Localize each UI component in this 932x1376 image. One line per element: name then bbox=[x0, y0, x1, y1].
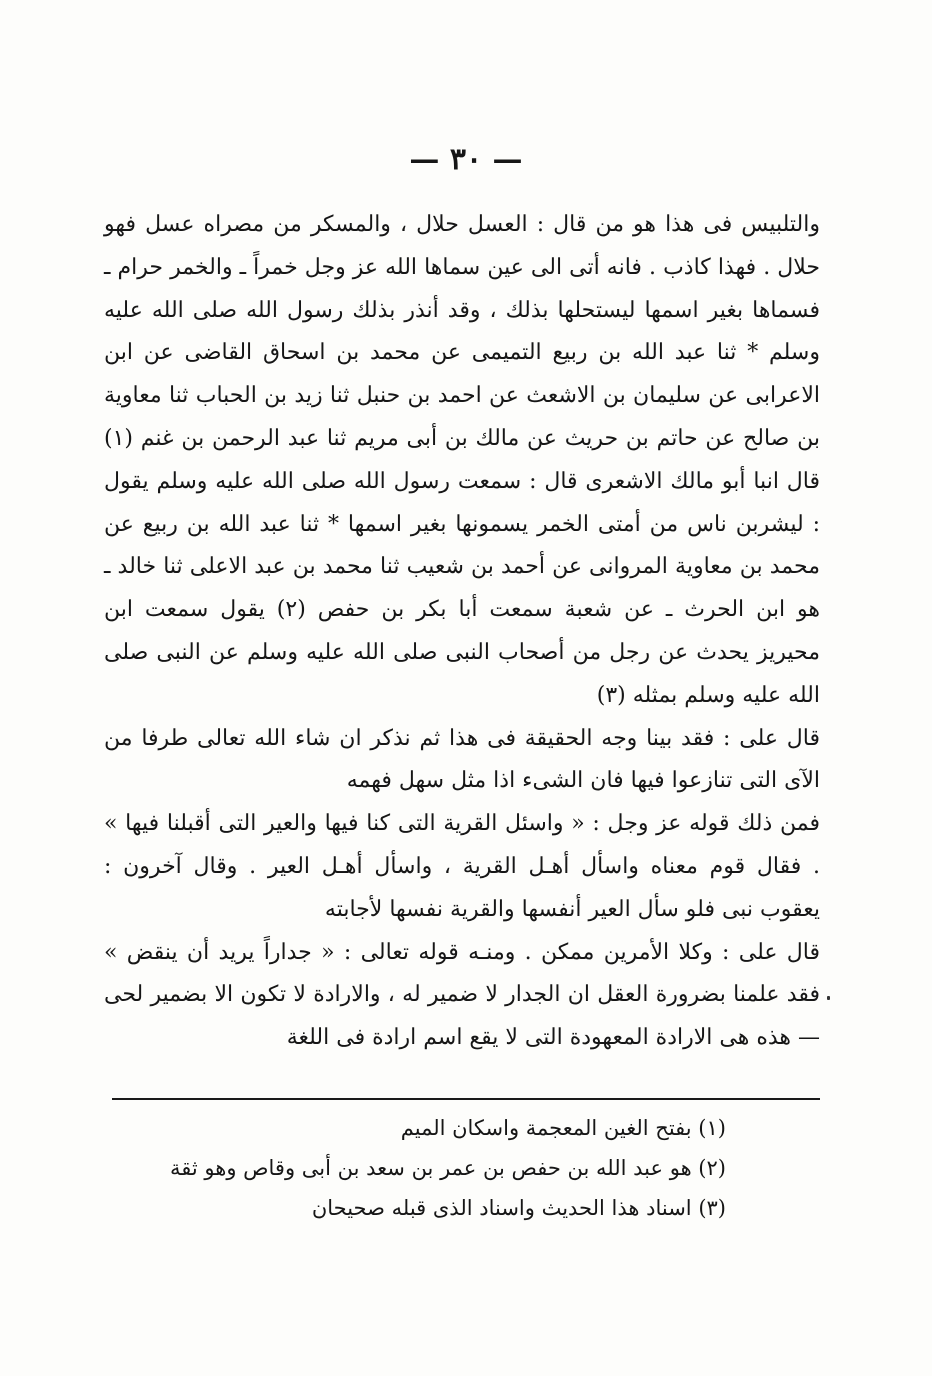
footnote-1: (١) بفتح الغين المعجمة واسكان الميم bbox=[400, 1116, 726, 1140]
main-text bbox=[104, 204, 820, 1060]
footnotes bbox=[112, 1108, 726, 1228]
paragraph-hadith: والتلبيس فى هذا هو من قال : العسل حلال ، والمسكر من مصراه عسل فهو حلال . فهذا كاذب . فانه أتى الى عين سماها الله عز وجل خمراً ـ والخمر حرام ـ فسماها بغير اسمها ليستحلها بذلك ، وقد أنذر بذلك رسول الله صلى الله عليه وسلم * ثنا عبد الله بن ربيع التميمى عن محمد بن اسحاق القاضى عن ابن الاعرابى عن سليمان بن الاشعث عن احمد بن حنبل ثنا زيد بن الحباب ثنا معاوية بن صالح عن حاتم بن حريث عن مالك بن أبى مريم ثنا عبد الرحمن بن غنم (١) قال انبا أبو مالك الاشعرى قال : سمعت رسول الله صلى الله عليه وسلم يقول : ليشربن ناس من أمتى الخمر يسمونها بغير اسمها * ثنا عبد الله بن ربيع عن محمد بن معاوية المروانى عن أحمد بن شعيب ثنا محمد بن عبد الاعلى ثنا خالد ـ هو ابن الحرث ـ عن شعبة سمعت أبا بكر بن حفص (٢) يقول سمعت ابن محيريز يحدث عن رجل من أصحاب النبى صلى الله عليه وسلم عن النبى صلى الله عليه وسلم بمثله (٣) bbox=[104, 212, 820, 708]
footnote-divider bbox=[112, 1098, 820, 1100]
paragraph-qarya: فمن ذلك قوله عز وجل : « واسئل القرية التى كنا فيها والعير التى أقبلنا فيها » . فقال قوم معناه واسأل أهـل القرية ، واسأل أهـل العير . وقال آخرون : يعقوب نبى فلو سأل العير أنفسها والقرية نفسها لأجابته bbox=[104, 811, 820, 922]
paragraph-qala-ali-2: قال على : وكلا الأمرين ممكن . ومنـه قوله تعالى : « جداراً يريد أن ينقض » فقد علمنا بضرورة العقل ان الجدار لا ضمير له ، والارادة لا تكون الا بضمير لحى — هذه هى الارادة المعهودة التى لا يقع اسم ارادة فى اللغة bbox=[104, 939, 820, 1051]
print-speck bbox=[827, 996, 830, 1000]
footnote-3: (٣) اسناد هذا الحديث واسناد الذى قبله صحيحان bbox=[311, 1196, 726, 1220]
page-number: — ٣٠ — bbox=[409, 142, 523, 177]
footnote-2: (٢) هو عبد الله بن حفص بن عمر بن سعد بن أبى وقاص وهو ثقة bbox=[170, 1156, 726, 1180]
paragraph-qala-ali-1: قال على : فقد بينا وجه الحقيقة فى هذا ثم نذكر ان شاء الله تعالى طرفا من الآى التى تنازعوا فيها فان الشىء اذا مثل سهل فهمه bbox=[104, 725, 820, 794]
